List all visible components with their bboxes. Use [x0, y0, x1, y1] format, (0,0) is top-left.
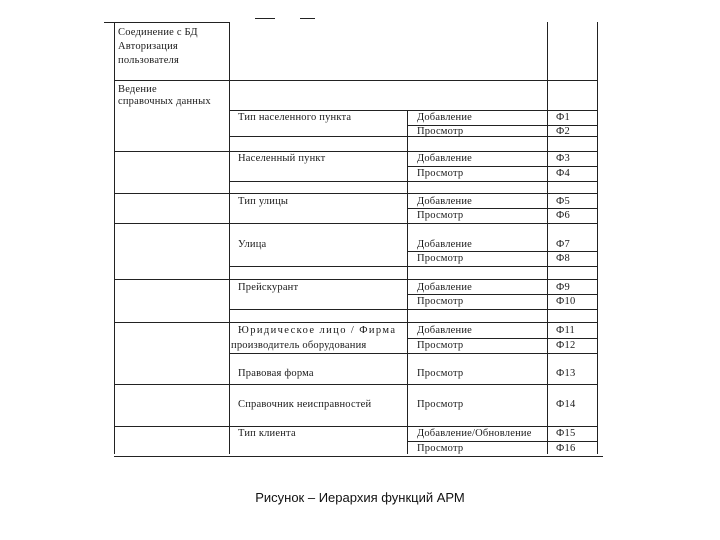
- function-code: Ф1: [556, 112, 570, 123]
- operation-label: Добавление: [417, 112, 473, 123]
- top-border-fragment: [255, 18, 275, 19]
- table-border-left: [114, 22, 115, 454]
- level1-line: Авторизация: [118, 41, 178, 52]
- function-code: Ф15: [556, 428, 576, 439]
- operation-label: Добавление: [417, 196, 473, 207]
- row-line: [114, 456, 597, 457]
- row-line: [114, 80, 597, 81]
- row-line: [407, 441, 597, 442]
- function-code: Ф16: [556, 443, 576, 454]
- operation-label: Добавление/Обновление: [417, 428, 532, 439]
- row-line: [229, 353, 597, 354]
- operation-label: Просмотр: [417, 210, 464, 221]
- operation-label: Добавление: [417, 239, 473, 250]
- row-line: [229, 309, 597, 310]
- figure-caption: Рисунок – Иерархия функций АРМ: [255, 490, 465, 505]
- row-line: [229, 181, 597, 182]
- operation-label: Просмотр: [417, 253, 464, 264]
- row-name: Населенный пункт: [238, 153, 326, 164]
- function-code: Ф4: [556, 168, 570, 179]
- row-name: Правовая форма: [238, 368, 314, 379]
- level1-line: пользователя: [118, 55, 180, 66]
- function-code: Ф10: [556, 296, 576, 307]
- row-line: [114, 384, 597, 385]
- column-divider-3: [547, 22, 548, 454]
- function-code: Ф9: [556, 282, 570, 293]
- level1-item-db-connection: [118, 26, 198, 68]
- function-code: Ф13: [556, 368, 576, 379]
- row-line: [407, 338, 597, 339]
- top-border-fragment: [104, 22, 229, 23]
- operation-label: Добавление: [417, 325, 473, 336]
- row-line: [114, 322, 597, 323]
- row-line: [114, 151, 597, 152]
- function-code: Ф3: [556, 153, 570, 164]
- column-divider-1: [229, 22, 230, 454]
- row-line: [407, 166, 597, 167]
- row-line: [407, 294, 597, 295]
- level1-line: справочных данных: [118, 96, 211, 107]
- row-name: производитель оборудования: [231, 340, 367, 351]
- row-line: [407, 251, 597, 252]
- column-divider-2: [407, 110, 408, 454]
- row-name: Юридическое лицо / Фирма: [238, 325, 397, 336]
- row-line: [229, 136, 597, 137]
- row-line: [114, 279, 597, 280]
- operation-label: Просмотр: [417, 399, 464, 410]
- operation-label: Просмотр: [417, 126, 464, 137]
- function-code: Ф14: [556, 399, 576, 410]
- function-code: Ф7: [556, 239, 570, 250]
- operation-label: Просмотр: [417, 296, 464, 307]
- operation-label: Добавление: [417, 282, 473, 293]
- level1-line: Ведение: [118, 84, 157, 95]
- table-border-right: [597, 22, 598, 454]
- function-code: Ф11: [556, 325, 576, 336]
- function-code: Ф6: [556, 210, 570, 221]
- row-line: [114, 193, 597, 194]
- row-line: [229, 110, 597, 111]
- operation-label: Просмотр: [417, 368, 464, 379]
- operation-label: Просмотр: [417, 443, 464, 454]
- level1-item-reference-data: [118, 84, 211, 108]
- row-line: [114, 426, 597, 427]
- row-name: Прейскурант: [238, 282, 299, 293]
- row-name: Тип улицы: [238, 196, 289, 207]
- function-code: Ф5: [556, 196, 570, 207]
- row-name: Справочник неисправностей: [238, 399, 372, 410]
- function-code: Ф8: [556, 253, 570, 264]
- row-name: Улица: [238, 239, 267, 250]
- function-code: Ф2: [556, 126, 570, 137]
- row-line: [114, 223, 597, 224]
- operation-label: Просмотр: [417, 340, 464, 351]
- bottom-right-tick: [597, 456, 603, 457]
- row-name: Тип населенного пункта: [238, 112, 352, 123]
- operation-label: Просмотр: [417, 168, 464, 179]
- top-border-fragment: [300, 18, 315, 19]
- function-code: Ф12: [556, 340, 576, 351]
- row-name: Тип клиента: [238, 428, 296, 439]
- level1-line: Соединение с БД: [118, 27, 198, 38]
- row-line: [407, 208, 597, 209]
- operation-label: Добавление: [417, 153, 473, 164]
- row-line: [229, 266, 597, 267]
